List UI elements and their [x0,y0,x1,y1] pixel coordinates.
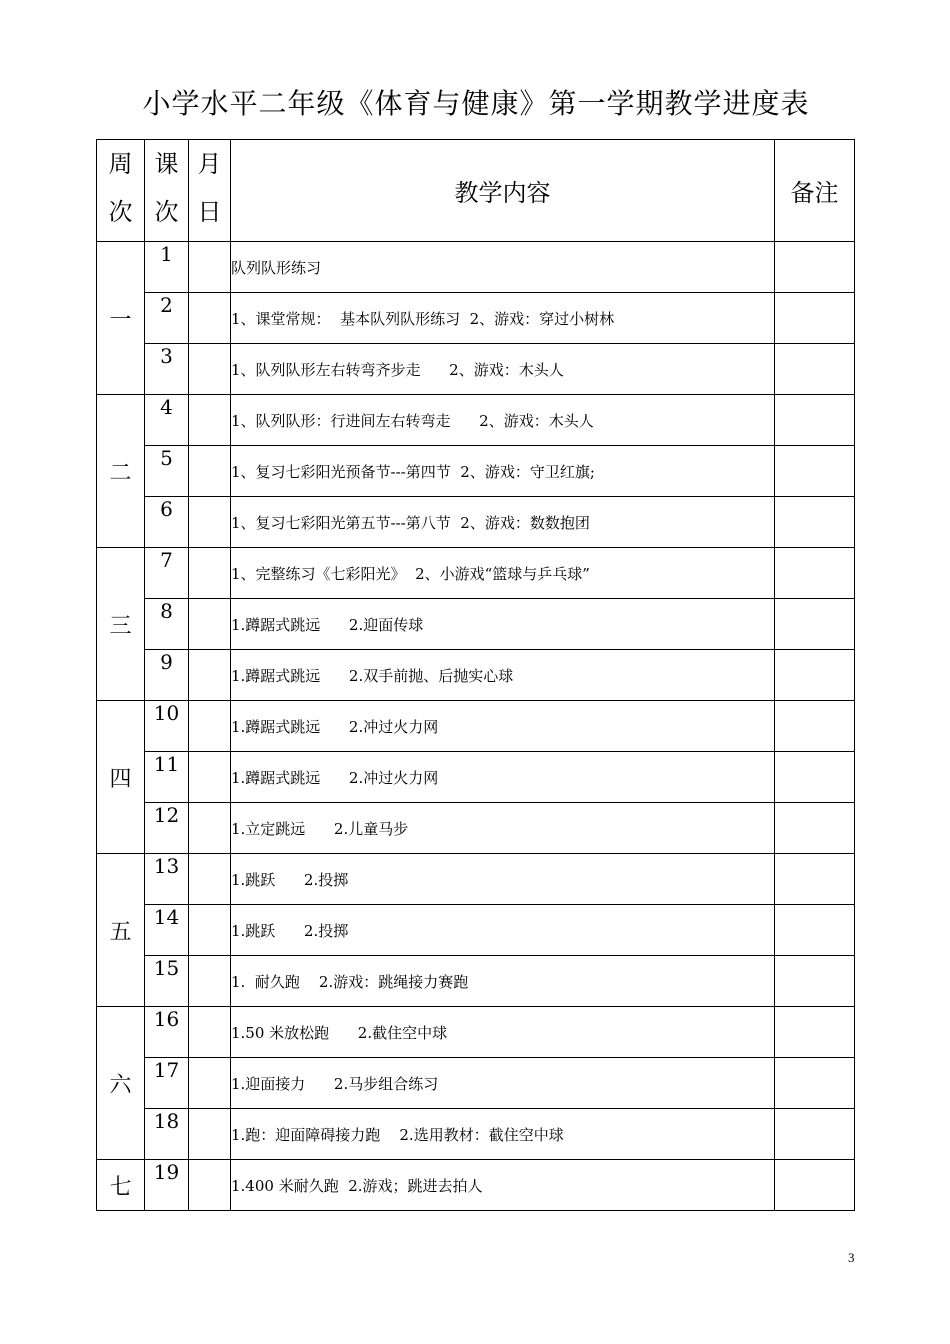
date-cell [189,344,231,395]
date-cell [189,905,231,956]
content-cell: 1.50 米放松跑 2.截住空中球 [231,1007,775,1058]
date-cell [189,497,231,548]
date-cell [189,752,231,803]
table-header-row [97,140,855,242]
week-label: 一 [97,242,145,395]
note-cell [775,1160,855,1211]
table-row [97,803,855,854]
lesson-number: 17 [145,1058,189,1109]
date-cell [189,548,231,599]
date-cell [189,854,231,905]
lesson-number: 19 [145,1160,189,1211]
date-cell [189,599,231,650]
table-row [97,293,855,344]
note-cell [775,1007,855,1058]
date-cell [189,1109,231,1160]
header-lesson [145,140,189,242]
date-cell [189,446,231,497]
table-row [97,497,855,548]
lesson-number: 1 [145,242,189,293]
header-note: 备注 [775,140,855,242]
lesson-number: 14 [145,905,189,956]
content-cell: 1、课堂常规： 基本队列队形练习 2、游戏：穿过小树林 [231,293,775,344]
lesson-number: 8 [145,599,189,650]
table-row [97,752,855,803]
table-row [97,956,855,1007]
note-cell [775,344,855,395]
content-cell: 1.蹲踞式跳远 2.冲过火力网 [231,752,775,803]
lesson-number: 2 [145,293,189,344]
lesson-number: 13 [145,854,189,905]
content-cell: 1、队列队形：行进间左右转弯走 2、游戏：木头人 [231,395,775,446]
teaching-schedule-table [96,139,855,1211]
date-cell [189,293,231,344]
content-cell: 1.蹲踞式跳远 2.双手前抛、后抛实心球 [231,650,775,701]
document-title: 小学水平二年级《体育与健康》第一学期教学进度表 [142,87,810,120]
lesson-number: 9 [145,650,189,701]
content-cell: 队列队形练习 [231,242,775,293]
date-cell [189,242,231,293]
header-week [97,140,145,242]
table-row [97,701,855,752]
note-cell [775,599,855,650]
content-cell: 1. 耐久跑 2.游戏：跳绳接力赛跑 [231,956,775,1007]
note-cell [775,752,855,803]
note-cell [775,446,855,497]
table-row [97,854,855,905]
week-label: 二 [97,395,145,548]
table-row [97,446,855,497]
content-cell: 1.蹲踞式跳远 2.迎面传球 [231,599,775,650]
table-row [97,242,855,293]
week-label: 六 [97,1007,145,1160]
content-cell: 1、完整练习《七彩阳光》 2、小游戏“篮球与乒乓球” [231,548,775,599]
date-cell [189,956,231,1007]
page-number: 3 [848,1250,855,1265]
lesson-number: 5 [145,446,189,497]
table-row [97,1007,855,1058]
note-cell [775,293,855,344]
table-row [97,1109,855,1160]
date-cell [189,1058,231,1109]
content-cell: 1、复习七彩阳光预备节---第四节 2、游戏：守卫红旗; [231,446,775,497]
content-cell: 1.迎面接力 2.马步组合练习 [231,1058,775,1109]
table-row [97,1160,855,1211]
content-cell: 1.蹲踞式跳远 2.冲过火力网 [231,701,775,752]
table-row [97,905,855,956]
date-cell [189,1007,231,1058]
table-row [97,395,855,446]
note-cell [775,242,855,293]
week-label: 四 [97,701,145,854]
note-cell [775,905,855,956]
note-cell [775,803,855,854]
lesson-number: 7 [145,548,189,599]
content-cell: 1.跑：迎面障碍接力跑 2.选用教材：截住空中球 [231,1109,775,1160]
header-week-text: 周 次 [108,150,133,226]
note-cell [775,1058,855,1109]
note-cell [775,701,855,752]
table-row [97,650,855,701]
date-cell [189,701,231,752]
lesson-number: 15 [145,956,189,1007]
lesson-number: 12 [145,803,189,854]
week-label: 七 [97,1160,145,1211]
note-cell [775,1109,855,1160]
table-row [97,548,855,599]
content-cell: 1.立定跳远 2.儿童马步 [231,803,775,854]
header-content: 教学内容 [231,140,775,242]
table-row [97,1058,855,1109]
lesson-number: 6 [145,497,189,548]
header-date-text: 月 日 [197,150,222,226]
date-cell [189,803,231,854]
lesson-number: 18 [145,1109,189,1160]
note-cell [775,497,855,548]
header-lesson-text: 课 次 [154,150,179,226]
header-date [189,140,231,242]
content-cell: 1.跳跃 2.投掷 [231,854,775,905]
content-cell: 1、复习七彩阳光第五节---第八节 2、游戏：数数抱团 [231,497,775,548]
week-label: 五 [97,854,145,1007]
note-cell [775,854,855,905]
lesson-number: 11 [145,752,189,803]
week-label: 三 [97,548,145,701]
lesson-number: 16 [145,1007,189,1058]
content-cell: 1、队列队形左右转弯齐步走 2、游戏：木头人 [231,344,775,395]
content-cell: 1.400 米耐久跑 2.游戏；跳进去拍人 [231,1160,775,1211]
lesson-number: 3 [145,344,189,395]
table-row [97,344,855,395]
date-cell [189,650,231,701]
content-cell: 1.跳跃 2.投掷 [231,905,775,956]
date-cell [189,1160,231,1211]
date-cell [189,395,231,446]
lesson-number: 4 [145,395,189,446]
note-cell [775,650,855,701]
table-row [97,599,855,650]
note-cell [775,395,855,446]
note-cell [775,548,855,599]
lesson-number: 10 [145,701,189,752]
note-cell [775,956,855,1007]
